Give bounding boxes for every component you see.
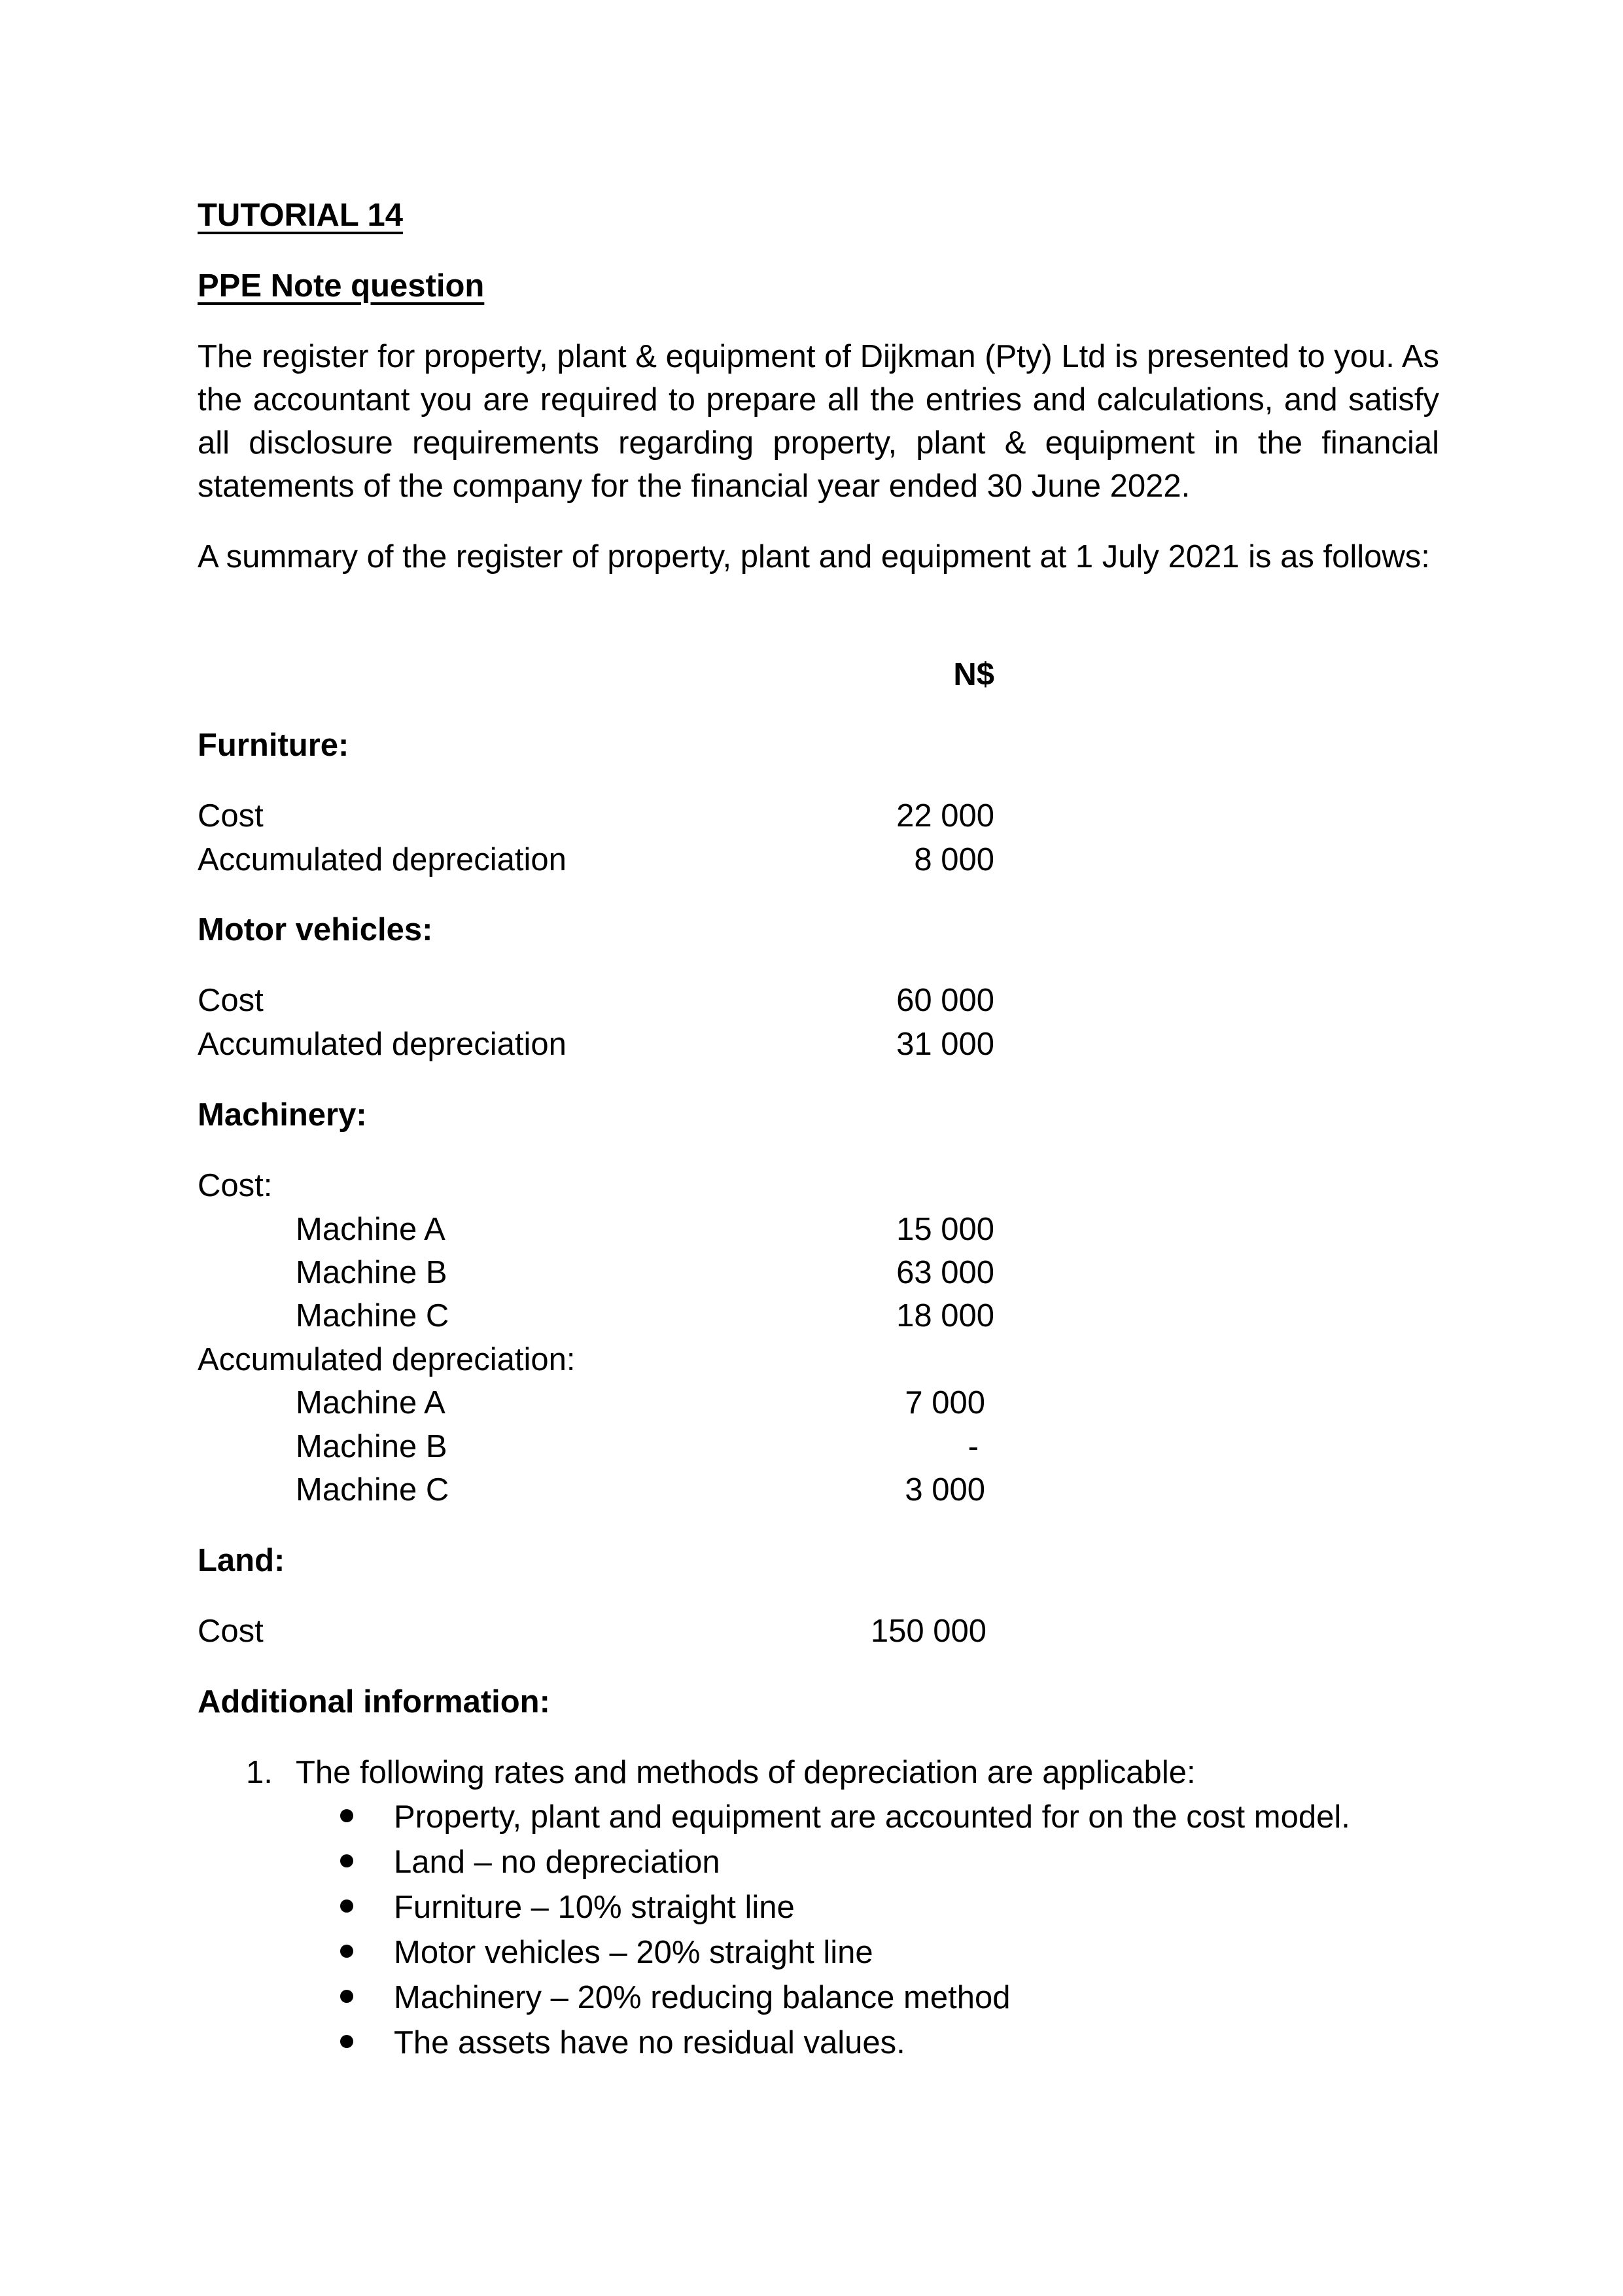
land-heading: Land: [198, 1543, 285, 1578]
machine-c-accdep-value: 3 000 [905, 1472, 985, 1508]
additional-info-heading: Additional information: [198, 1684, 550, 1720]
furniture-cost-value: 22 000 [896, 798, 994, 834]
tutorial-title: TUTORIAL 14 [198, 198, 404, 233]
machine-c-cost-label: Machine C [296, 1298, 449, 1333]
bullet-item: The assets have no residual values. [394, 2025, 905, 2060]
currency-header: N$ [953, 657, 994, 692]
bullet-dot [340, 1854, 353, 1867]
land-cost-label: Cost [198, 1614, 264, 1649]
machine-b-accdep-value: - [968, 1429, 979, 1464]
machinery-cost-label: Cost: [198, 1168, 273, 1203]
machine-c-accdep-label: Machine C [296, 1472, 449, 1508]
bullet-item: Land – no depreciation [394, 1845, 720, 1880]
bullet-item: Property, plant and equipment are accounted for on the cost model. [394, 1799, 1350, 1835]
machine-a-accdep-label: Machine A [296, 1385, 445, 1421]
machine-b-cost-value: 63 000 [896, 1255, 994, 1290]
machine-b-cost-label: Machine B [296, 1255, 447, 1290]
furniture-accdep-value: 8 000 [914, 842, 994, 877]
motor-vehicles-accdep-value: 31 000 [896, 1027, 994, 1062]
machine-b-accdep-label: Machine B [296, 1429, 447, 1464]
furniture-heading: Furniture: [198, 728, 349, 763]
machinery-accdep-label: Accumulated depreciation: [198, 1342, 576, 1377]
intro-paragraph: The register for property, plant & equipment of Dijkman (Pty) Ltd is presented to you. As the accountant you are required to prepare all the entries and calculations, and satisfy all disclosure requirements regarding property, plant & equipment in the financial statements of the company for the financial year ended 30 June 2022. [198, 339, 1439, 504]
bullet-item: Furniture – 10% straight line [394, 1890, 795, 1925]
machine-a-cost-value: 15 000 [896, 1212, 994, 1247]
machinery-heading: Machinery: [198, 1097, 367, 1133]
bullet-dot [340, 1945, 353, 1958]
depreciation-intro: The following rates and methods of depreciation are applicable: [296, 1755, 1196, 1790]
bullet-dot [340, 1809, 353, 1822]
bullet-dot [340, 2035, 353, 2048]
list-number: 1. [246, 1755, 273, 1790]
motor-vehicles-cost-value: 60 000 [896, 983, 994, 1018]
bullet-dot [340, 1899, 353, 1913]
motor-vehicles-accdep-label: Accumulated depreciation [198, 1027, 567, 1062]
motor-vehicles-cost-label: Cost [198, 983, 264, 1018]
summary-paragraph: A summary of the register of property, plant and equipment at 1 July 2021 is as follows: [198, 539, 1430, 574]
machine-a-accdep-value: 7 000 [905, 1385, 985, 1421]
motor-vehicles-heading: Motor vehicles: [198, 912, 433, 947]
furniture-accdep-label: Accumulated depreciation [198, 842, 567, 877]
bullet-dot [340, 1990, 353, 2003]
bullet-item: Machinery – 20% reducing balance method [394, 1980, 1011, 2015]
machine-c-cost-value: 18 000 [896, 1298, 994, 1333]
land-cost-value: 150 000 [870, 1614, 986, 1649]
bullet-item: Motor vehicles – 20% straight line [394, 1935, 873, 1970]
question-subtitle: PPE Note question [198, 268, 485, 304]
furniture-cost-label: Cost [198, 798, 264, 834]
machine-a-cost-label: Machine A [296, 1212, 445, 1247]
